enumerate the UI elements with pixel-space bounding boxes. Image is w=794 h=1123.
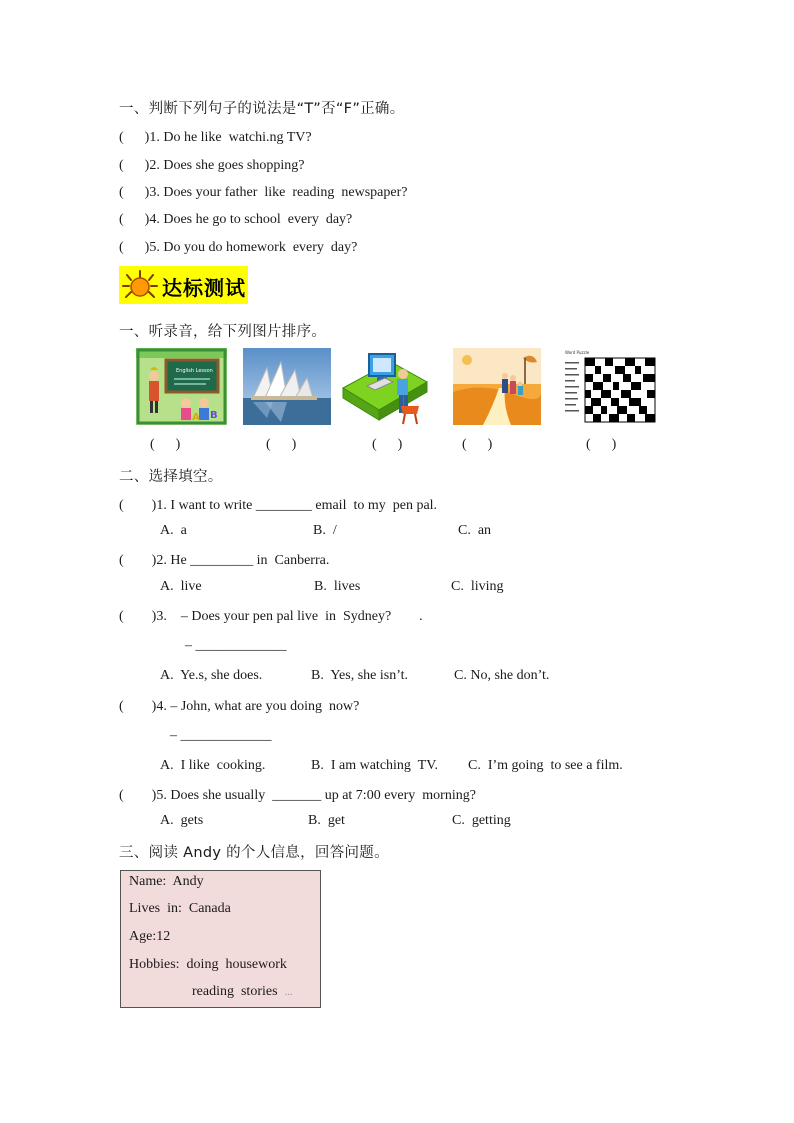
answer-blank[interactable]: ( ) xyxy=(119,158,150,173)
chalkboard-text: English Lesson xyxy=(176,368,213,374)
q1-option-a[interactable]: A. a xyxy=(160,523,187,538)
question-text: 3. Does your father like reading newspaper? xyxy=(149,185,408,200)
crossword-header: Word Puzzle xyxy=(565,350,590,355)
picture-answer-5[interactable]: ( ) xyxy=(586,437,617,452)
answer-blank[interactable]: ( ) xyxy=(119,553,157,568)
q3-option-a[interactable]: A. Ye.s, she does. xyxy=(160,668,263,683)
svg-text:B: B xyxy=(210,410,218,421)
section4-title: 三、阅读 Andy 的个人信息，回答问题。 xyxy=(119,845,389,861)
q3-option-b[interactable]: B. Yes, she isn’t. xyxy=(311,668,408,683)
info-name: Name: Andy xyxy=(129,874,204,889)
svg-text:A: A xyxy=(192,412,200,423)
q4-answer-line[interactable]: – _____________ xyxy=(170,728,272,743)
q3-option-c[interactable]: C. No, she don’t. xyxy=(454,668,550,683)
question-text: 1. Do he like watchi.ng TV? xyxy=(149,130,312,145)
q1-option-b[interactable]: B. / xyxy=(313,523,337,538)
test-banner xyxy=(119,266,248,304)
section1-item-3 xyxy=(119,183,407,201)
q5-option-c[interactable]: C. getting xyxy=(452,813,511,828)
question-text: 3. – Does your pen pal live in Sydney? . xyxy=(156,609,423,624)
info-hobbies-2 xyxy=(192,984,293,1000)
classroom-picture xyxy=(136,348,227,425)
info-age: Age:12 xyxy=(129,929,171,944)
choice-question-3 xyxy=(119,607,423,625)
q4-option-b[interactable]: B. I am watching TV. xyxy=(311,758,439,773)
section1-item-5 xyxy=(119,238,357,256)
info-hobby-reading: reading stories xyxy=(192,984,278,999)
question-text: 2. Does she goes shopping? xyxy=(149,158,305,173)
choice-question-4 xyxy=(119,697,359,715)
question-text: 4. – John, what are you doing now? xyxy=(156,699,360,714)
q5-option-b[interactable]: B. get xyxy=(308,813,345,828)
section1-item-1 xyxy=(119,128,312,146)
question-text: 4. Does he go to school every day? xyxy=(149,212,353,227)
picture-answer-4[interactable]: ( ) xyxy=(462,437,493,452)
picture-answer-1[interactable]: ( ) xyxy=(150,437,181,452)
answer-blank[interactable]: ( ) xyxy=(119,130,150,145)
choice-question-1 xyxy=(119,496,437,514)
answer-blank[interactable]: ( ) xyxy=(119,498,157,513)
banner-title: 达标测试 xyxy=(162,276,246,300)
answer-blank[interactable]: ( ) xyxy=(119,699,157,714)
q2-option-b[interactable]: B. lives xyxy=(314,579,361,594)
choice-question-2 xyxy=(119,551,329,569)
section2-title: 一、听录音，给下列图片排序。 xyxy=(119,324,327,340)
q1-option-c[interactable]: C. an xyxy=(458,523,492,538)
sun-icon xyxy=(121,269,159,301)
computer-user-picture xyxy=(339,348,429,425)
picture-answer-3[interactable]: ( ) xyxy=(372,437,403,452)
section1-title: 一、判断下列句子的说法是“T”否“F”正确。 xyxy=(119,101,405,117)
section3-title: 二、选择填空。 xyxy=(119,469,223,485)
crossword-picture xyxy=(563,348,659,425)
picture-answer-2[interactable]: ( ) xyxy=(266,437,297,452)
question-text: 5. Does she usually _______ up at 7:00 every morning? xyxy=(156,788,476,803)
q5-option-a[interactable]: A. gets xyxy=(160,813,204,828)
answer-blank[interactable]: ( ) xyxy=(119,185,150,200)
choice-question-5 xyxy=(119,786,476,804)
family-walk-picture xyxy=(453,348,541,425)
answer-blank[interactable]: ( ) xyxy=(119,212,150,227)
question-text: 5. Do you do homework every day? xyxy=(149,240,358,255)
q2-option-c[interactable]: C. living xyxy=(451,579,504,594)
q2-option-a[interactable]: A. live xyxy=(160,579,202,594)
q3-answer-line[interactable]: – _____________ xyxy=(185,638,287,653)
q4-option-c[interactable]: C. I’m going to see a film. xyxy=(468,758,623,773)
info-ellipsis: ... xyxy=(284,986,293,998)
answer-blank[interactable]: ( ) xyxy=(119,609,157,624)
question-text: 2. He _________ in Canberra. xyxy=(156,553,330,568)
opera-house-picture xyxy=(243,348,331,425)
q4-option-a[interactable]: A. I like cooking. xyxy=(160,758,266,773)
info-hobbies: Hobbies: doing housework xyxy=(129,957,287,972)
section1-item-4 xyxy=(119,210,352,228)
andy-info-card xyxy=(120,870,321,1008)
section1-item-2 xyxy=(119,156,304,174)
answer-blank[interactable]: ( ) xyxy=(119,240,150,255)
answer-blank[interactable]: ( ) xyxy=(119,788,157,803)
question-text: 1. I want to write ________ email to my pen pal. xyxy=(156,498,438,513)
info-lives: Lives in: Canada xyxy=(129,901,231,916)
